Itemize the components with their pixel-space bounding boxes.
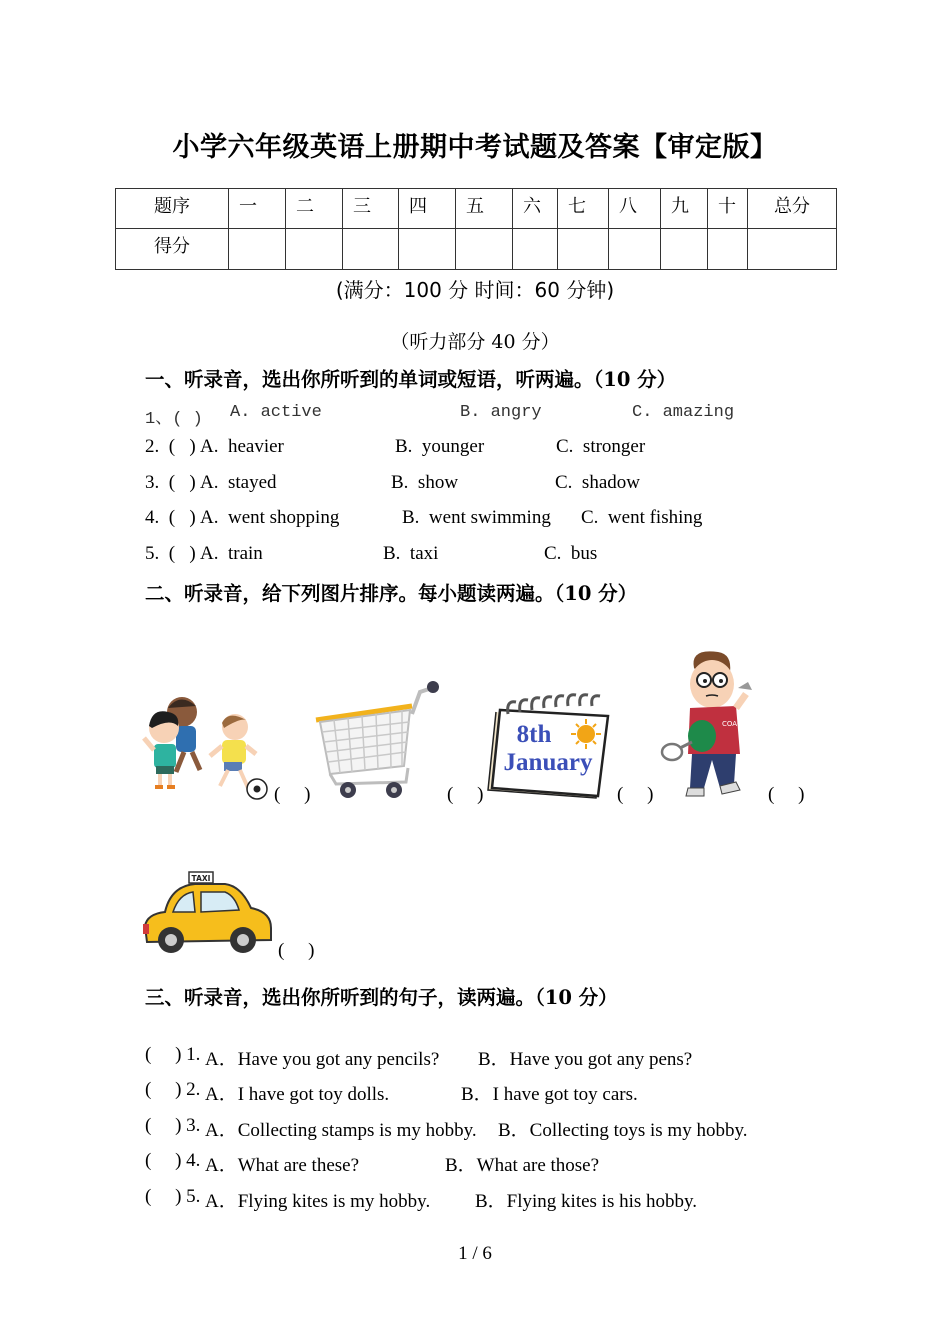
score-table [115, 188, 837, 270]
option-a: A．What are these? [205, 1155, 360, 1176]
question-number: ( ) 5. [145, 1186, 201, 1207]
racket-icon [662, 744, 682, 760]
question-number: ( ) 2. [145, 1079, 201, 1100]
header-cell: 七 [558, 189, 609, 229]
s1-question-2 [145, 436, 646, 458]
header-cell: 十 [708, 189, 748, 229]
question-number: ( ) 4. [145, 1150, 201, 1171]
option-b: B. younger [395, 436, 485, 457]
option-b: B．Have you got any pens? [478, 1049, 693, 1070]
coach-shirt-text: COACH [722, 720, 748, 728]
coach-head [690, 660, 734, 708]
option-a: A. train [200, 543, 263, 564]
section1-heading: 一、听录音，选出你所听到的单词或短语，听两遍。（10 分） [145, 368, 677, 391]
score-table-header-row [116, 189, 837, 229]
score-cell[interactable] [513, 229, 558, 270]
option-c: C. stronger [556, 436, 646, 457]
calendar-day-text: 8th [516, 721, 552, 748]
answer-blank-5[interactable]: ( ) [278, 940, 315, 961]
score-cell[interactable] [708, 229, 748, 270]
kids-football-picture [140, 690, 270, 802]
score-cell[interactable] [399, 229, 456, 270]
s3-question-5 [145, 1186, 698, 1212]
option-b: B．Flying kites is his hobby. [475, 1191, 698, 1212]
option-a: A．Flying kites is my hobby. [205, 1191, 431, 1212]
sun-icon [577, 725, 595, 743]
question-number: 2. ( ) [145, 436, 196, 457]
header-cell: 五 [456, 189, 513, 229]
option-a: A．Have you got any pencils? [205, 1049, 440, 1070]
option-b: B．I have got toy cars. [461, 1084, 638, 1105]
header-cell: 九 [661, 189, 708, 229]
s1-question-5 [145, 543, 598, 565]
question-number: 5. ( ) [145, 543, 196, 564]
calendar-picture [486, 692, 614, 802]
answer-blank-2[interactable]: ( ) [447, 784, 484, 805]
option-b: B. went swimming [402, 507, 551, 528]
score-cell[interactable] [661, 229, 708, 270]
option-a: A．Collecting stamps is my hobby. [205, 1120, 477, 1141]
coach-picture [660, 648, 770, 800]
score-row-label: 得分 [116, 229, 229, 270]
question-number: ( ) 3. [145, 1115, 201, 1136]
score-cell[interactable] [286, 229, 343, 270]
page-number: 1 / 6 [458, 1243, 492, 1264]
option-a: A. stayed [200, 472, 277, 493]
option-a: A. active [230, 403, 322, 422]
exam-meta: (满分：100 分 时间：60 分钟) [335, 278, 615, 302]
header-cell: 四 [399, 189, 456, 229]
answer-blank-1[interactable]: ( ) [274, 784, 311, 805]
s1-question-1 [145, 403, 735, 429]
option-c: C. bus [544, 543, 598, 564]
option-a: A. went shopping [200, 507, 340, 528]
ball-icon [688, 720, 716, 752]
score-cell[interactable] [343, 229, 399, 270]
option-b: B. taxi [383, 543, 439, 564]
s3-question-1 [145, 1044, 693, 1070]
score-table-score-row [116, 229, 837, 270]
section3-heading: 三、听录音，选出你所听到的句子，读两遍。（10 分） [145, 986, 618, 1009]
answer-blank-3[interactable]: ( ) [617, 784, 654, 805]
option-a: A．I have got toy dolls. [205, 1084, 390, 1105]
whistle-icon [738, 682, 752, 690]
score-cell[interactable] [609, 229, 661, 270]
header-cell: 总分 [748, 189, 837, 229]
header-cell: 题序 [116, 189, 229, 229]
cart-handle-knob [427, 681, 439, 693]
option-b: B．What are those? [445, 1155, 600, 1176]
question-number: 4. ( ) [145, 507, 196, 528]
question-number: ( ) 1. [145, 1044, 201, 1065]
option-b: B. show [391, 472, 459, 493]
s3-question-3 [145, 1115, 748, 1141]
calendar-month-text: January [503, 749, 593, 776]
taxi-sign-text: TAXI [191, 874, 211, 883]
s3-question-2 [145, 1079, 638, 1105]
shopping-cart-picture [312, 678, 442, 802]
option-c: C. went fishing [581, 507, 703, 528]
header-cell: 三 [343, 189, 399, 229]
option-a: A. heavier [200, 436, 284, 457]
option-c: C. amazing [632, 403, 735, 422]
score-cell[interactable] [456, 229, 513, 270]
score-cell[interactable] [558, 229, 609, 270]
section2-heading: 二、听录音，给下列图片排序。每小题读两遍。（10 分） [145, 582, 638, 605]
page-title: 小学六年级英语上册期中考试题及答案【审定版】 [172, 132, 778, 163]
option-c: C. shadow [555, 472, 640, 493]
question-number: 1、( ) [145, 410, 203, 429]
s3-question-4 [145, 1150, 600, 1176]
header-cell: 八 [609, 189, 661, 229]
question-number: 3. ( ) [145, 472, 196, 493]
score-cell[interactable] [229, 229, 286, 270]
header-cell: 六 [513, 189, 558, 229]
score-cell[interactable] [748, 229, 837, 270]
option-b: B．Collecting toys is my hobby. [498, 1120, 748, 1141]
listening-part-label: （听力部分 40 分） [390, 331, 560, 353]
s1-question-3 [145, 472, 640, 494]
header-cell: 二 [286, 189, 343, 229]
s1-question-4 [145, 507, 703, 529]
answer-blank-4[interactable]: ( ) [768, 784, 805, 805]
option-b: B. angry [460, 403, 542, 422]
header-cell: 一 [229, 189, 286, 229]
taxi-picture [143, 870, 275, 958]
